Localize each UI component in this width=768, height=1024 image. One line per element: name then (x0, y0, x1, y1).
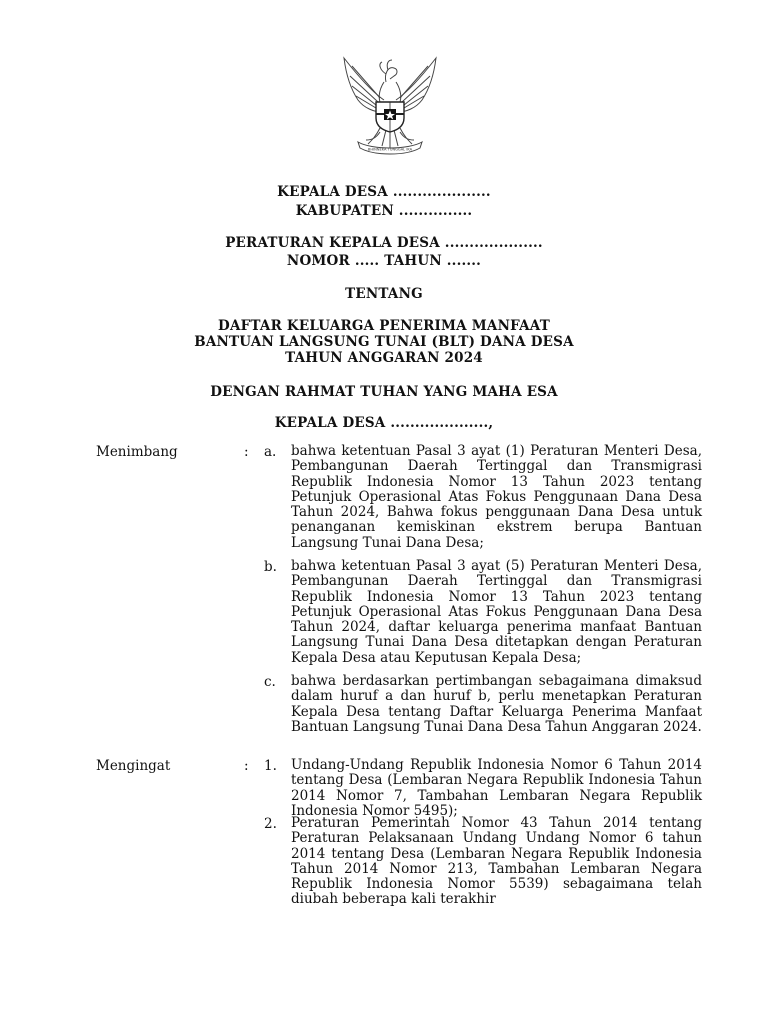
menimbang-colon: : (244, 444, 249, 460)
issuing-official: KEPALA DESA ...................., (274, 415, 494, 431)
garuda-pancasila-emblem-icon (336, 52, 444, 158)
mengingat-item-1-text: Undang-Undang Republik Indonesia Nomor 6 Tahun 2014 tentang Desa (Lembaran Negara Republik Indonesia Tahun 2014 Nomor 7, Tambahan Lembaran Negara Republik Indonesia Nomor 5495); (291, 757, 702, 819)
regulation-title: PERATURAN KEPALA DESA .................... (225, 235, 543, 251)
mengingat-label: Mengingat (96, 758, 171, 774)
subject-line-3: TAHUN ANGGARAN 2024 (285, 350, 483, 366)
menimbang-item-c-marker: c. (264, 674, 276, 690)
emblem-motto: BHINNEKA TUNGGAL IKA (367, 147, 413, 152)
menimbang-item-c-text: bahwa berdasarkan pertimbangan sebagaimana dimaksud dalam huruf a dan huruf b, perlu menetapkan Peraturan Kepala Desa tentang Daftar Keluarga Penerima Manfaat Bantuan Langsung Tunai Dana Desa Tahun Anggaran 2024. (291, 673, 702, 735)
mengingat-item-2-marker: 2. (264, 816, 277, 832)
mengingat-item-1-marker: 1. (264, 758, 277, 774)
menimbang-item-b-marker: b. (264, 559, 277, 575)
mengingat-item-2-text: Peraturan Pemerintah Nomor 43 Tahun 2014 tentang Peraturan Pelaksanaan Undang Undang Nomor 6 tahun 2014 tentang Desa (Lembaran Negara Republik Indonesia Tahun 2014 Nomor 213, Tambahan Lembaran Negara Republik Indonesia Nomor 5539) sebagaimana telah diubah beberapa kali terakhir (291, 815, 702, 908)
menimbang-item-a-marker: a. (264, 444, 277, 460)
tentang-heading: TENTANG (345, 286, 423, 302)
mengingat-colon: : (244, 758, 249, 774)
blessing-line: DENGAN RAHMAT TUHAN YANG MAHA ESA (210, 384, 558, 400)
header-village-head: KEPALA DESA .................... (277, 184, 491, 200)
header-regency: KABUPATEN ............... (295, 203, 473, 219)
subject-line-2: BANTUAN LANGSUNG TUNAI (BLT) DANA DESA (194, 334, 574, 350)
menimbang-item-b-text: bahwa ketentuan Pasal 3 ayat (5) Peraturan Menteri Desa, Pembangunan Daerah Tertinggal dan Transmigrasi Republik Indonesia Nomor 13 Tahun 2023 tentang Petunjuk Operasional Atas Fokus Penggunaan Dana Desa Tahun 2024, daftar keluarga penerima manfaat Bantuan Langsung Tunai Dana Desa ditetapkan dengan Peraturan Kepala Desa atau Keputusan Kepala Desa; (291, 558, 702, 666)
regulation-number: NOMOR ..... TAHUN ....... (286, 253, 482, 269)
subject-line-1: DAFTAR KELUARGA PENERIMA MANFAAT (218, 318, 550, 334)
menimbang-item-a-text: bahwa ketentuan Pasal 3 ayat (1) Peraturan Menteri Desa, Pembangunan Daerah Tertinggal dan Transmigrasi Republik Indonesia Nomor 13 Tahun 2023 tentang Petunjuk Operasional Atas Fokus Penggunaan Dana Desa Tahun 2024, Bahwa fokus penggunaan Dana Desa untuk penanganan kemiskinan ekstrem berupa Bantuan Langsung Tunai Dana Desa; (291, 443, 702, 551)
menimbang-label: Menimbang (96, 444, 178, 460)
